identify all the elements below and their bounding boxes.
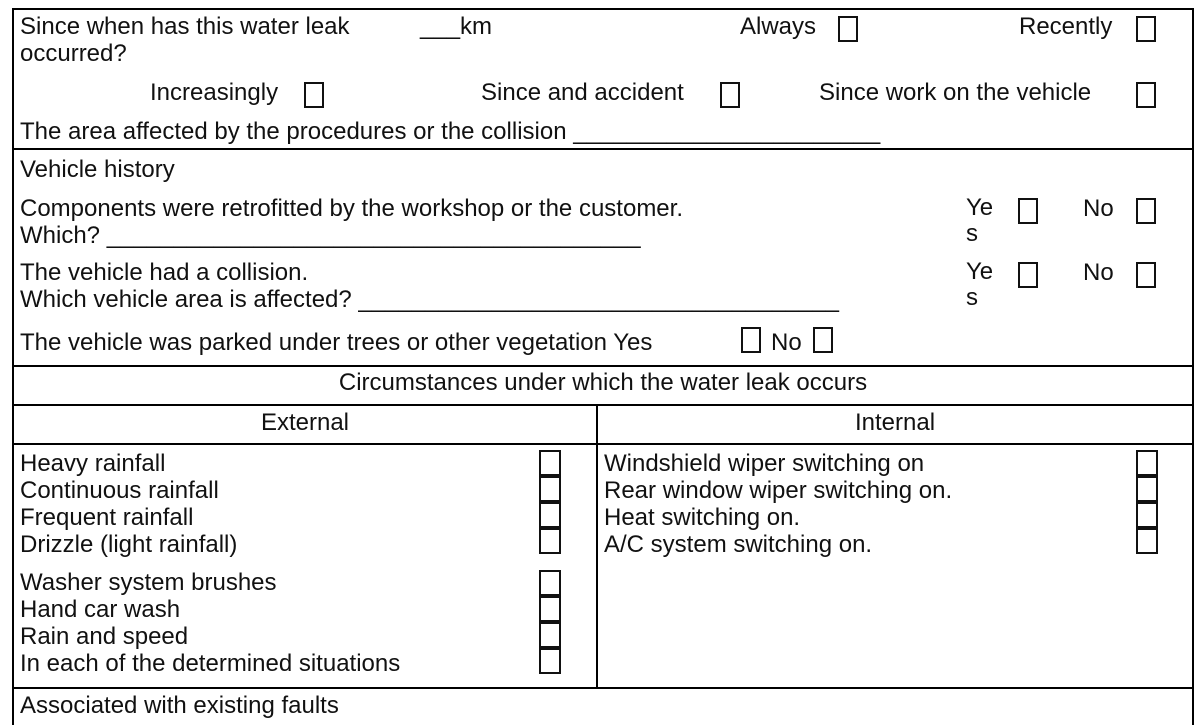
divider	[14, 365, 1192, 367]
retrofit-yes-checkbox[interactable]	[1018, 198, 1038, 224]
divider	[14, 687, 1192, 689]
since-accident-checkbox[interactable]	[720, 82, 740, 108]
km-field[interactable]: ___km	[420, 13, 493, 40]
recently-label: Recently	[1019, 13, 1113, 40]
hand-car-wash-checkbox[interactable]	[539, 596, 561, 622]
increasingly-label: Increasingly	[150, 79, 279, 106]
heavy-rainfall-checkbox[interactable]	[539, 450, 561, 476]
each-situation-checkbox[interactable]	[539, 648, 561, 674]
external-item-heavy-rainfall: Heavy rainfall	[20, 450, 166, 477]
rear-wiper-checkbox[interactable]	[1136, 476, 1158, 502]
external-item-hand-car-wash: Hand car wash	[20, 596, 181, 623]
parked-question: The vehicle was parked under trees or other vegetation Yes	[20, 329, 653, 356]
since-work-checkbox[interactable]	[1136, 82, 1156, 108]
internal-item-ac: A/C system switching on.	[604, 531, 873, 558]
external-item-drizzle: Drizzle (light rainfall)	[20, 531, 238, 558]
retrofit-no-label: No	[1083, 195, 1114, 222]
vehicle-history-title: Vehicle history	[20, 156, 175, 183]
internal-header: Internal	[854, 409, 936, 436]
recently-checkbox[interactable]	[1136, 16, 1156, 42]
frequent-rainfall-checkbox[interactable]	[539, 502, 561, 528]
water-leak-form	[12, 8, 1194, 725]
affected-area-field[interactable]: The area affected by the procedures or the collision _______________________	[20, 118, 881, 145]
always-checkbox[interactable]	[838, 16, 858, 42]
collision-no-label: No	[1083, 259, 1114, 286]
retrofit-yes-label: Yes	[966, 194, 994, 247]
windshield-wiper-checkbox[interactable]	[1136, 450, 1158, 476]
internal-item-rear-wiper: Rear window wiper switching on.	[604, 477, 953, 504]
external-item-each-situation: In each of the determined situations	[20, 650, 401, 677]
retrofit-question: Components were retrofitted by the workshop or the customer.	[20, 195, 683, 222]
column-divider	[596, 404, 598, 687]
retrofit-which-field[interactable]: Which? ________________________________________	[20, 222, 641, 249]
external-item-rain-speed: Rain and speed	[20, 623, 189, 650]
washer-brushes-checkbox[interactable]	[539, 570, 561, 596]
since-accident-label: Since and accident	[481, 79, 684, 106]
always-label: Always	[740, 13, 817, 40]
continuous-rainfall-checkbox[interactable]	[539, 476, 561, 502]
since-work-label: Since work on the vehicle	[819, 79, 1092, 106]
divider	[14, 404, 1192, 406]
external-item-frequent-rainfall: Frequent rainfall	[20, 504, 194, 531]
increasingly-checkbox[interactable]	[304, 82, 324, 108]
existing-faults-title: Associated with existing faults	[20, 692, 339, 719]
retrofit-no-checkbox[interactable]	[1136, 198, 1156, 224]
collision-question: The vehicle had a collision.	[20, 259, 309, 286]
parked-no-label: No	[771, 329, 802, 356]
divider	[14, 148, 1192, 150]
rain-speed-checkbox[interactable]	[539, 622, 561, 648]
collision-no-checkbox[interactable]	[1136, 262, 1156, 288]
drizzle-checkbox[interactable]	[539, 528, 561, 554]
parked-no-checkbox[interactable]	[813, 327, 833, 353]
collision-yes-label: Yes	[966, 258, 994, 311]
external-item-continuous-rainfall: Continuous rainfall	[20, 477, 219, 504]
external-header: External	[260, 409, 350, 436]
collision-yes-checkbox[interactable]	[1018, 262, 1038, 288]
parked-yes-checkbox[interactable]	[741, 327, 761, 353]
circumstances-title: Circumstances under which the water leak occurs	[338, 369, 868, 396]
internal-item-windshield-wiper: Windshield wiper switching on	[604, 450, 925, 477]
leak-since-question	[20, 13, 410, 67]
collision-area-field[interactable]: Which vehicle area is affected? ____________________________________	[20, 286, 839, 313]
internal-item-heat: Heat switching on.	[604, 504, 801, 531]
leak-since-question-text: Since when has this water leak occurred?	[20, 13, 350, 67]
heat-checkbox[interactable]	[1136, 502, 1158, 528]
external-item-washer-brushes: Washer system brushes	[20, 569, 277, 596]
ac-checkbox[interactable]	[1136, 528, 1158, 554]
divider	[14, 443, 1192, 445]
